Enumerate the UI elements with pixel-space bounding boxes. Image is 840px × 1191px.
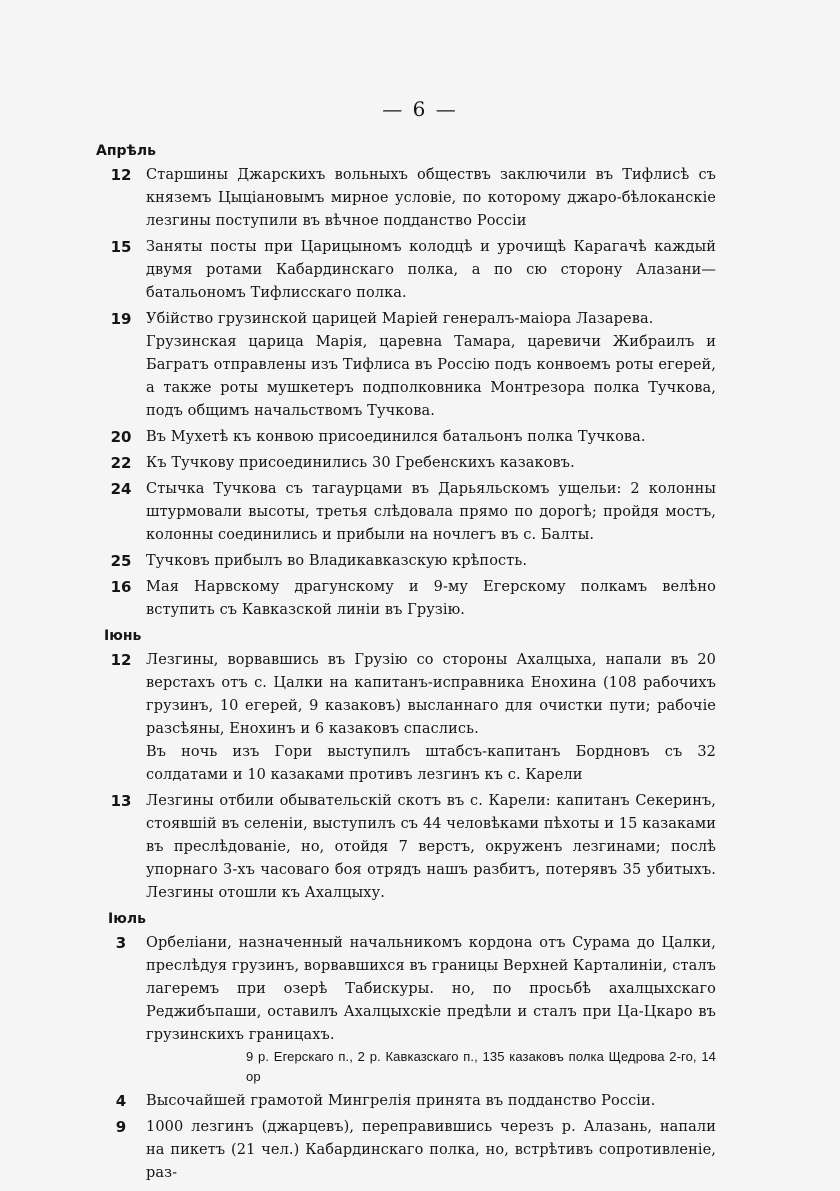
month-heading-april: Апрѣль <box>96 143 156 159</box>
entry <box>96 236 716 305</box>
month-heading-june: Іюнь <box>104 628 142 644</box>
entry-text: Стычка Тучкова съ тагаурцами въ Дарьяльскомъ ущельи: 2 колонны штурмовали высоты, третья слѣдовала прямо по дорогѣ; пройдя мостъ, колонны соединились и прибыли на ночлегъ въ с. Балты. <box>146 481 716 543</box>
entry-day: 9 <box>115 1118 127 1136</box>
entry-day: 25 <box>110 552 132 570</box>
entry-text: Тучковъ прибылъ во Владикавказскую крѣпость. <box>146 553 528 569</box>
entry-day: 13 <box>110 792 132 810</box>
entry-day: 20 <box>110 428 132 446</box>
entry-text: 1000 лезгинъ (джарцевъ), переправившись черезъ р. Алазань, напали на пикетъ (21 чел.) Кабардинскаго полка, но, встрѣтивъ сопротивленіе, раз- <box>146 1119 716 1181</box>
entry <box>96 308 716 423</box>
entry <box>96 1116 716 1185</box>
entry-text: Мая Нарвскому драгунскому и 9-му Егерскому полкамъ велѣно вступить съ Кавказской линіи въ Грузію. <box>146 579 716 618</box>
entry <box>96 426 716 449</box>
entry-day: 12 <box>110 651 132 669</box>
entry <box>96 550 716 573</box>
entry <box>96 576 716 622</box>
entry-text-continued: Въ ночь изъ Гори выступилъ штабсъ-капитанъ Бордновъ съ 32 солдатами и 10 казаками противъ лезгинъ къ с. Карели <box>146 744 716 783</box>
entry-text-group <box>146 649 716 787</box>
entry-day: 12 <box>110 166 132 184</box>
entry-text: Высочайшей грамотой Мингрелія принята въ подданство Россіи. <box>146 1093 656 1109</box>
entry-text-group <box>146 308 716 423</box>
entry <box>96 932 716 1087</box>
entry <box>96 164 716 233</box>
entry-day: 24 <box>110 480 132 498</box>
chronicle-body <box>96 138 716 1188</box>
entry <box>96 649 716 787</box>
entry-footnote: 9 р. Егерскаго п., 2 р. Кавказскаго п., 135 казаковъ полка Щедрова 2-го, 14 ор <box>246 1049 716 1084</box>
entry-text: Къ Тучкову присоединились 30 Гребенскихъ казаковъ. <box>146 455 575 471</box>
month-heading-july: Іюль <box>108 911 146 927</box>
entry-text: Старшины Джарскихъ вольныхъ обществъ заключили въ Тифлисѣ съ княземъ Цыціановымъ мирное условіе, по которому джаро-бѣлоканскіе лезгины поступили въ вѣчное подданство Россіи <box>146 167 716 229</box>
entry-day: 4 <box>115 1092 127 1110</box>
entry <box>96 478 716 547</box>
entry-day: 16 <box>110 578 132 596</box>
entry-text: Орбеліани, назначенный начальникомъ кордона отъ Сурама до Цалки, преслѣдуя грузинъ, ворвавшихся въ границы Верхней Карталиніи, сталъ лагеремъ при озерѣ Табискуры. но, по просьбѣ ахалцыхскаго Реджибъпаши, оставилъ Ахалцыхскіе предѣли и сталъ при Ца-Цкаро въ грузинскихъ границахъ. <box>146 935 716 1043</box>
entry <box>96 790 716 905</box>
entry-text-continued: Грузинская царица Марія, царевна Тамара, царевичи Жибраилъ и Багратъ отправлены изъ Тифлиса въ Россію подъ конвоемъ роты егерей, а также роты мушкетеръ подполковника Монтрезора полка Тучкова, подъ общимъ начальствомъ Тучкова. <box>146 334 716 419</box>
entry <box>96 1090 716 1113</box>
entry-text: Убійство грузинской царицей Маріей генералъ-маіора Лазарева. <box>146 311 654 327</box>
entry-day: 3 <box>115 934 127 952</box>
entry-text: Лезгины, ворвавшись въ Грузію со стороны Ахалцыха, напали въ 20 верстахъ отъ с. Цалки на капитанъ-исправника Енохина (108 рабочихъ грузинъ, 10 егерей, 9 казаковъ) высланнаго для очистки пути; рабочіе разсѣяны, Енохинъ и 6 казаковъ спаслись. <box>146 652 716 737</box>
page-number: — 6 — <box>382 97 458 121</box>
entry-text-group <box>146 932 716 1087</box>
entry-text: Заняты посты при Царицыномъ колодцѣ и урочищѣ Карагачѣ каждый двумя ротами Кабардинскаго полка, а по сю сторону Алазани—батальономъ Тифлисскаго полка. <box>146 239 716 301</box>
entry-text: Въ Мухетѣ къ конвою присоединился батальонъ полка Тучкова. <box>146 429 646 445</box>
entry-day: 22 <box>110 454 132 472</box>
entry-day: 15 <box>110 238 132 256</box>
entry-text: Лезгины отбили обывательскій скотъ въ с. Карели: капитанъ Секеринъ, стоявшій въ селеніи, выступилъ съ 44 человѣками пѣхоты и 15 казаками въ преслѣдованіе, но, отойдя 7 верстъ, окруженъ лезгинами; послѣ упорнаго 3-хъ часоваго боя отрядъ нашъ разбитъ, потерявъ 35 убитыхъ. Лезгины отошли къ Ахалцыху. <box>146 793 716 901</box>
entry-day: 19 <box>110 310 132 328</box>
entry <box>96 452 716 475</box>
